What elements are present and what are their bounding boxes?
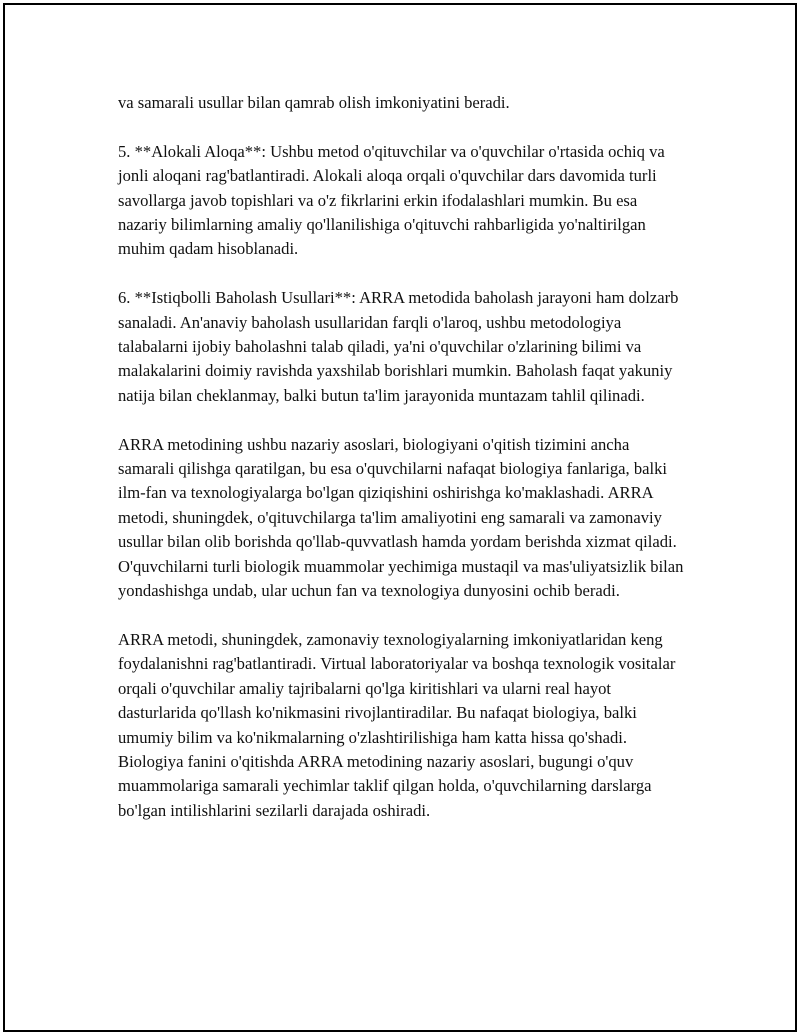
- document-body: [118, 91, 688, 823]
- paragraph-arra-texnologiyalar: ARRA metodi, shuningdek, zamonaviy texnologiyalarning imkoniyatlaridan keng foydalanishni rag'batlantiradi. Virtual laboratoriyalar va boshqa texnologik vositalar orqali o'quvchilar amaliy tajribalarni qo'lga kiritishlari va ularni real hayot dasturlarida qo'llash ko'nikmasini rivojlantiradilar. Bu nafaqat biologiya, balki umumiy bilim va ko'nikmalarning o'zlashtirilishiga ham katta hissa qo'shadi. Biologiya fanini o'qitishda ARRA metodining nazariy asoslari, bugungi o'quv muammolariga samarali yechimlar taklif qilgan holda, o'quvchilarning darslarga bo'lgan intilishlarini sezilarli darajada oshiradi.: [118, 629, 676, 820]
- paragraph-continuation: va samarali usullar bilan qamrab olish imkoniyatini beradi.: [118, 93, 510, 112]
- paragraph-istiqbolli-baholash: 6. **Istiqbolli Baholash Usullari**: ARRA metodida baholash jarayoni ham dolzarb sanaladi. An'anaviy baholash usullaridan farqli o'laroq, ushbu metodologiya talabalarni ijobiy baholashni talab qiladi, ya'ni o'quvchilar o'zlarining bilimi va malakalarini doimiy ravishda yaxshilab borishlari mumkin. Baholash faqat yakuniy natija bilan cheklanmay, balki butun ta'lim jarayonida muntazam tahlil qilinadi.: [118, 288, 679, 405]
- paragraph-alokali-aloqa: 5. **Alokali Aloqa**: Ushbu metod o'qituvchilar va o'quvchilar o'rtasida ochiq va jonli aloqani rag'batlantiradi. Alokali aloqa orqali o'quvchilar dars davomida turli savollarga javob topishlari va o'z fikrlarini erkin ifodalashlari mumkin. Bu esa nazariy bilimlarning amaliy qo'llanilishiga o'qituvchi rahbarligida yo'naltirilgan muhim qadam hisoblanadi.: [118, 141, 665, 259]
- paragraph-arra-asoslari: ARRA metodining ushbu nazariy asoslari, biologiyani o'qitish tizimini ancha samarali qilishga qaratilgan, bu esa o'quvchilarni nafaqat biologiya fanlariga, balki ilm-fan va texnologiyalarga bo'lgan qiziqishini oshirishga ko'maklashadi. ARRA metodi, shuningdek, o'qituvchilarga ta'lim amaliyotini eng samarali va zamonaviy usullar bilan olib borishda qo'llab-quvvatlash hamda yordam berishda xizmat qiladi. O'quvchilarni turli biologik muammolar yechimiga mustaqil va mas'uliyatsizlik bilan yondashishga undab, ular uchun fan va texnologiya dunyosini ochib beradi.: [118, 434, 684, 601]
